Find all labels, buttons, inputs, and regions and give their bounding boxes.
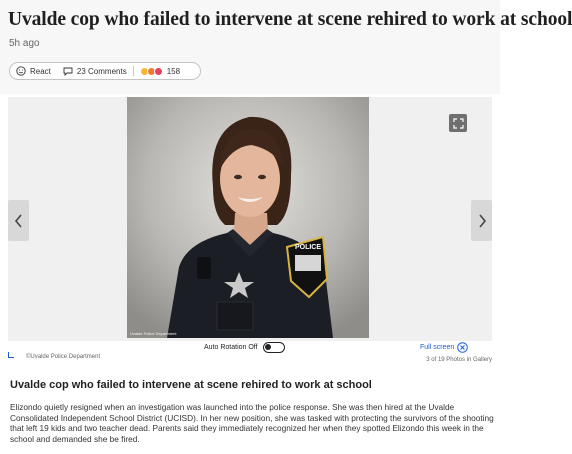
article-timestamp: 5h ago	[9, 38, 40, 49]
react-button[interactable]	[10, 63, 57, 79]
emoji-heart-icon	[154, 67, 163, 76]
comments-label: 23 Comments	[76, 66, 127, 76]
patch-text: POLICE	[294, 244, 322, 251]
react-label: React	[30, 66, 51, 76]
chevron-left-icon	[14, 214, 24, 228]
fullscreen-button[interactable]	[420, 342, 468, 353]
photo-credit	[8, 354, 100, 360]
article-header	[0, 0, 572, 94]
previous-photo-button[interactable]	[8, 200, 29, 241]
comments-button[interactable]	[57, 63, 133, 79]
engagement-bar	[9, 62, 201, 80]
photo-credit-text: ©Uvalde Police Department	[26, 354, 101, 360]
expand-icon	[453, 118, 464, 129]
expand-button[interactable]	[449, 114, 467, 132]
officer-portrait-image	[127, 97, 369, 338]
article-headline: Uvalde cop who failed to intervene at scene rehired to work at school	[8, 9, 572, 30]
react-smiley-icon	[16, 66, 26, 76]
auto-rotation-control	[204, 342, 285, 353]
next-photo-button[interactable]	[471, 200, 492, 241]
caption-body: Elizondo quietly resigned when an investigation was launched into the police response. She was then hired at the Uvalde Consolidated Independent School District (UCISD). In her new position, she was tasked with protecting the survivors of the shooting that left 19 kids and two teacher dead. Parents said they immediately recognized her when they spotted Elizondo this week in the school and demanded she be fired.	[10, 402, 494, 444]
corner-mark-icon	[8, 352, 14, 358]
fullscreen-icon	[457, 342, 468, 353]
chevron-right-icon	[477, 214, 487, 228]
comment-bubble-icon	[63, 67, 73, 76]
photo-counter: 3 of 19 Photos in Gallery	[426, 357, 492, 363]
reaction-emoji-stack	[140, 67, 161, 76]
reactions-summary[interactable]	[134, 63, 186, 79]
caption-title: Uvalde cop who failed to intervene at scene rehired to work at school	[10, 379, 372, 391]
reactions-count: 158	[166, 66, 181, 76]
photo-watermark: Uvalde Police Department	[130, 331, 177, 336]
photo-gallery	[8, 97, 492, 341]
auto-rotation-toggle[interactable]	[263, 342, 285, 353]
gallery-photo[interactable]	[127, 97, 369, 338]
auto-rotation-label: Auto Rotation Off	[204, 344, 258, 351]
fullscreen-label: Full screen	[420, 344, 455, 351]
